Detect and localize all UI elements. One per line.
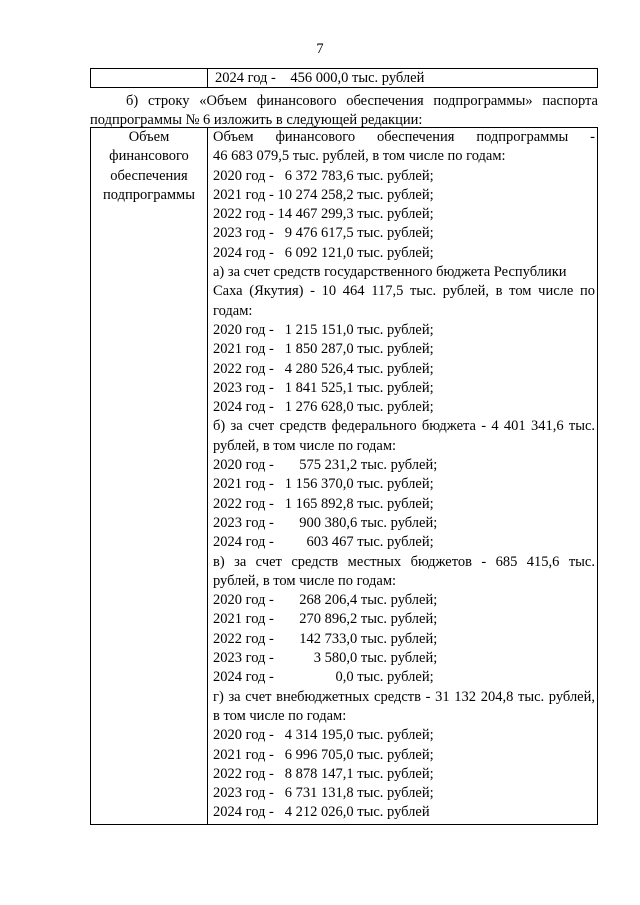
label-line: Объем <box>128 129 170 145</box>
funding-line: 2020 год - 1 215 151,0 тыс. рублей; <box>213 321 434 338</box>
label-line: подпрограммы <box>103 186 195 203</box>
amendment-paragraph: б) строку «Объем финансового обеспечения подпрограммы» паспорта подпрограммы № 6 изложить в следующей редакции: <box>90 93 598 128</box>
funding-line: 2021 год - 10 274 258,2 тыс. рублей; <box>213 186 434 203</box>
top-table-fragment <box>90 68 598 88</box>
funding-line: рублей, в том числе по годам: <box>213 572 397 589</box>
funding-line: 2024 год - 6 092 121,0 тыс. рублей; <box>213 244 434 261</box>
funding-line: 2020 год - 6 372 783,6 тыс. рублей; <box>213 167 434 184</box>
funding-line: 2023 год - 1 841 525,1 тыс. рублей; <box>213 379 434 396</box>
funding-line: 46 683 079,5 тыс. рублей, в том числе по годам: <box>213 148 506 165</box>
funding-line: 2022 год - 14 467 299,3 тыс. рублей; <box>213 206 434 223</box>
funding-line: 2024 год - 0,0 тыс. рублей; <box>213 669 434 686</box>
funding-line: 2021 год - 1 850 287,0 тыс. рублей; <box>213 341 434 358</box>
funding-line: 2023 год - 9 476 617,5 тыс. рублей; <box>213 225 434 242</box>
page-number: 7 <box>316 41 324 57</box>
funding-line: б) за счет средств федерального бюджета - 4 401 341,6 тыс. <box>213 418 595 435</box>
funding-table <box>90 127 598 825</box>
funding-table-label-cell <box>91 128 208 824</box>
funding-line: 2021 год - 270 896,2 тыс. рублей; <box>213 611 438 628</box>
funding-line: 2023 год - 900 380,6 тыс. рублей; <box>213 514 438 531</box>
funding-line: 2023 год - 3 580,0 тыс. рублей; <box>213 650 438 667</box>
funding-line: г) за счет внебюджетных средств - 31 132 204,8 тыс. рублей, <box>213 688 595 705</box>
funding-line: 2024 год - 1 276 628,0 тыс. рублей; <box>213 399 434 416</box>
funding-table-value-cell <box>213 128 595 823</box>
funding-line: 2020 год - 4 314 195,0 тыс. рублей; <box>213 727 434 744</box>
funding-line: 2021 год - 1 156 370,0 тыс. рублей; <box>213 476 434 493</box>
funding-line: 2024 год - 4 212 026,0 тыс. рублей <box>213 804 430 821</box>
funding-line: 2022 год - 4 280 526,4 тыс. рублей; <box>213 360 434 377</box>
funding-line: 2022 год - 142 733,0 тыс. рублей; <box>213 630 438 647</box>
funding-line: 2022 год - 8 878 147,1 тыс. рублей; <box>213 765 434 782</box>
funding-line: годам: <box>213 302 253 319</box>
funding-line: 2024 год - 603 467 тыс. рублей; <box>213 534 434 551</box>
funding-line: 2020 год - 575 231,2 тыс. рублей; <box>213 457 438 474</box>
funding-line: 2022 год - 1 165 892,8 тыс. рублей; <box>213 495 434 512</box>
label-line: обеспечения <box>110 167 188 184</box>
funding-line: 2021 год - 6 996 705,0 тыс. рублей; <box>213 746 434 763</box>
top-table-right-cell: 2024 год - 456 000,0 тыс. рублей <box>215 70 425 86</box>
funding-line: в) за счет средств местных бюджетов - 685 415,6 тыс. <box>213 553 595 570</box>
funding-line: рублей, в том числе по годам: <box>213 437 397 454</box>
funding-line: 2020 год - 268 206,4 тыс. рублей; <box>213 592 438 609</box>
funding-line: а) за счет средств государственного бюджета Республики <box>213 264 567 281</box>
funding-line: 2023 год - 6 731 131,8 тыс. рублей; <box>213 785 434 802</box>
funding-line: Объем финансового обеспечения подпрограммы - <box>213 129 595 145</box>
top-table-left-cell <box>91 69 208 87</box>
funding-line: Саха (Якутия) - 10 464 117,5 тыс. рублей, в том числе по <box>213 283 595 300</box>
label-line: финансового <box>109 148 189 165</box>
funding-line: в том числе по годам: <box>213 707 347 724</box>
